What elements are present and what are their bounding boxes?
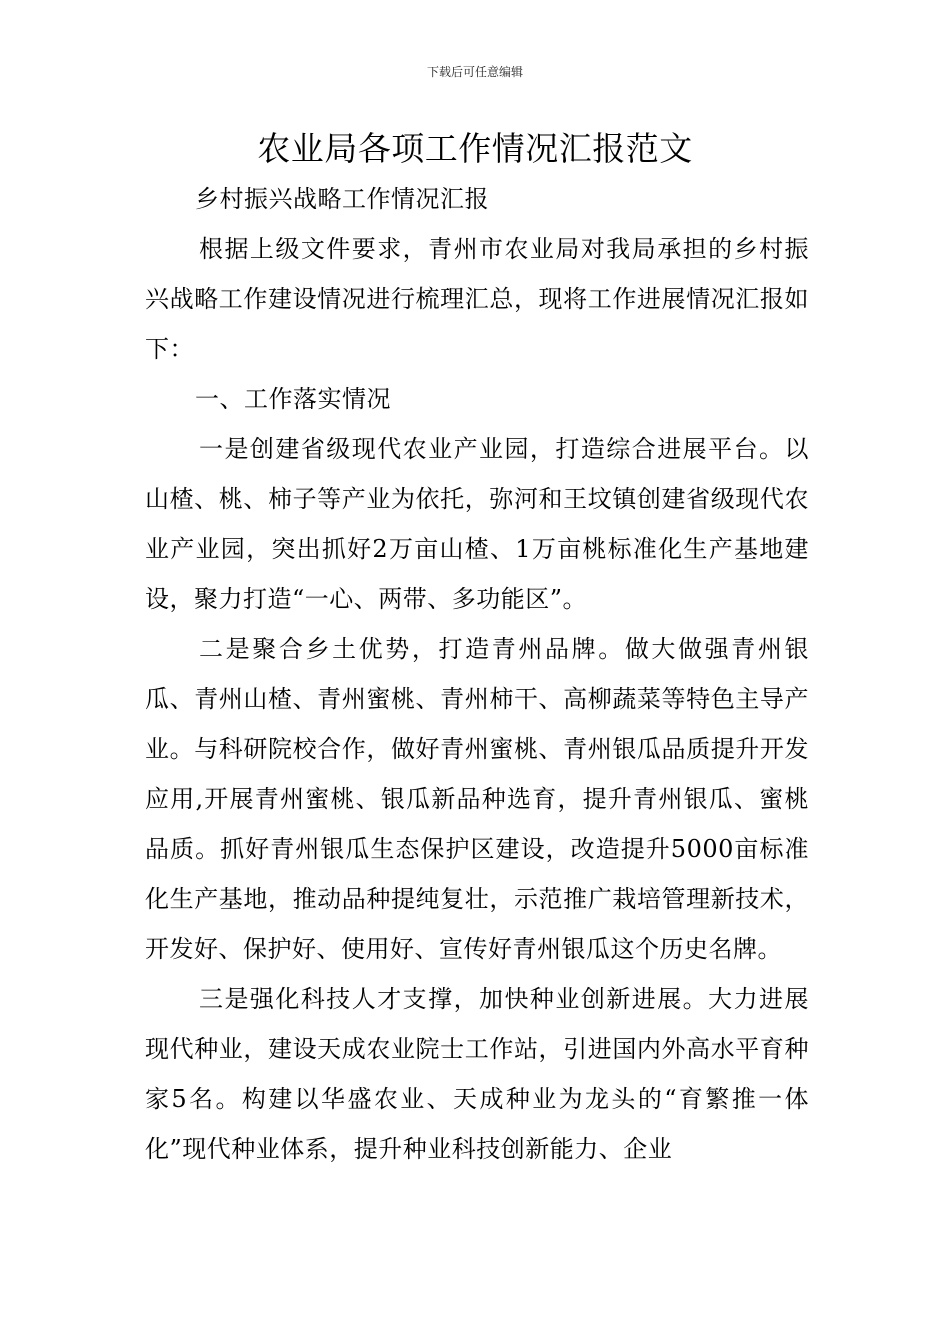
- paragraph-2: 二是聚合乡土优势，打造青州品牌。做大做强青州银瓜、青州山楂、青州蜜桃、青州柿干、高柳蔬菜等特色主导产业。与科研院校合作，做好青州蜜桃、青州银瓜品质提升开发应用,开展青州蜜桃、银瓜新品种选育，提升青州银瓜、蜜桃品质。抓好青州银瓜生态保护区建设，改造提升5000亩标准化生产基地，推动品种提纯复壮，示范推广栽培管理新技术，开发好、保护好、使用好、宣传好青州银瓜这个历史名牌。: [145, 635, 809, 963]
- document-title: 农业局各项工作情况汇报范文: [257, 129, 693, 168]
- section-heading-1: 一、工作落实情况: [195, 385, 391, 413]
- header-note: 下载后可任意编辑: [426, 65, 523, 79]
- paragraph-1: 一是创建省级现代农业产业园，打造综合进展平台。以山楂、桃、柿子等产业为依托，弥河和王坟镇创建省级现代农业产业园，突出抓好2万亩山楂、1万亩桃标准化生产基地建设，聚力打造“一心、两带、多功能区”。: [145, 435, 809, 613]
- subtitle: 乡村振兴战略工作情况汇报: [195, 185, 489, 213]
- document-body: [145, 174, 809, 1174]
- paragraph-intro: 根据上级文件要求，青州市农业局对我局承担的乡村振兴战略工作建设情况进行梳理汇总，现将工作进展情况汇报如下：: [145, 235, 809, 363]
- paragraph-3: 三是强化科技人才支撑，加快种业创新进展。大力进展现代种业，建设天成农业院士工作站，引进国内外高水平育种家5名。构建以华盛农业、天成种业为龙头的“育繁推一体化”现代种业体系，提升种业科技创新能力、企业: [145, 985, 809, 1163]
